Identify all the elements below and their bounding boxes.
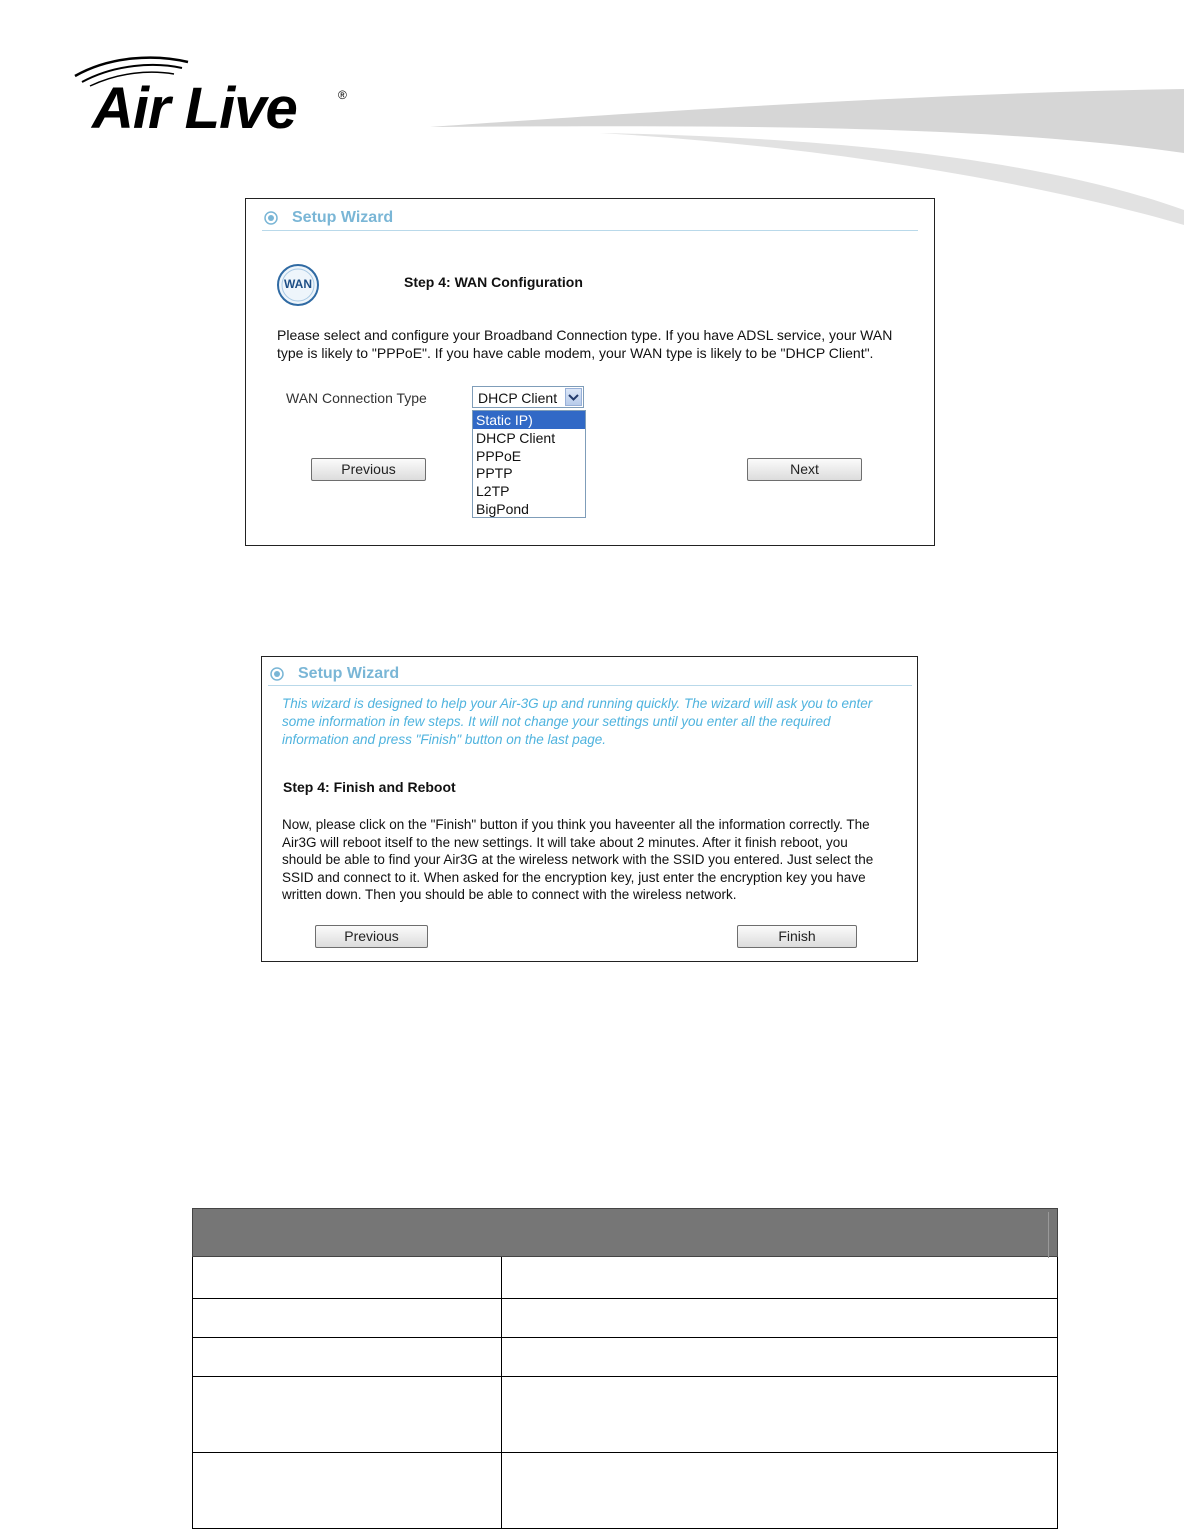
- target-icon: [264, 211, 278, 225]
- panel-title: [264, 209, 393, 227]
- previous-button[interactable]: Previous: [311, 458, 426, 481]
- body-line-5: written down. Then you should be able to connect with the wireless network.: [282, 887, 737, 902]
- wan-icon-label: WAN: [284, 277, 312, 291]
- description-line-2: type is likely to "PPPoE". If you have cable modem, your WAN type is likely to be "DHCP Client".: [277, 345, 874, 361]
- table-row: [192, 1299, 1058, 1338]
- option-dhcp-client[interactable]: DHCP Client: [476, 429, 556, 446]
- body-line-1: Now, please click on the "Finish" button if you think you haveenter all the information correctly. The: [282, 817, 870, 832]
- airlive-logo: [70, 52, 370, 142]
- step-title: Step 4: Finish and Reboot: [283, 779, 456, 795]
- option-pptp[interactable]: PPTP: [476, 465, 513, 482]
- panel-title-text: Setup Wizard: [292, 209, 394, 226]
- chevron-down-icon[interactable]: [565, 388, 582, 406]
- target-icon: [270, 667, 284, 681]
- body-line-4: SSID and connect to it. When asked for the encryption key, just enter the encryption key you have: [282, 870, 866, 885]
- table-row: [192, 1257, 1058, 1299]
- title-divider: [262, 230, 918, 231]
- body-line-2: Air3G will reboot itself to the new settings. It will take about 2 minutes. After it finish reboot, you: [282, 835, 848, 850]
- panel-title-text: Setup Wizard: [298, 665, 400, 682]
- body-line-3: should be able to find your Air3G at the wireless network with the SSID you entered. Just select the: [282, 852, 874, 867]
- select-value: DHCP Client: [478, 390, 558, 406]
- logo-registered-mark: ®: [338, 88, 347, 102]
- panel-title: [270, 665, 399, 683]
- finish-button[interactable]: Finish: [737, 925, 857, 948]
- option-bigpond[interactable]: BigPond: [476, 500, 529, 517]
- intro-line-1: This wizard is designed to help your Air-3G up and running quickly. The wizard will ask you to enter: [282, 696, 873, 711]
- description-line-1: Please select and configure your Broadband Connection type. If you have ADSL service, your WAN: [277, 327, 893, 343]
- previous-button[interactable]: Previous: [315, 925, 428, 948]
- table-header: [192, 1208, 1058, 1257]
- table-row: [192, 1453, 1058, 1529]
- wan-connection-type-label: WAN Connection Type: [286, 390, 427, 406]
- intro-line-3: information and press "Finish" button on the last page.: [282, 732, 607, 747]
- option-pppoe[interactable]: PPPoE: [476, 447, 522, 464]
- title-divider: [268, 685, 912, 686]
- intro-line-2: some information in few steps. It will not change your settings until you enter all the required: [282, 714, 831, 729]
- logo-text: Air Live: [92, 76, 297, 141]
- table-row: [192, 1338, 1058, 1377]
- step-title: Step 4: WAN Configuration: [404, 274, 583, 290]
- wan-setup-panel: [245, 198, 935, 546]
- option-static-ip[interactable]: Static IP): [473, 411, 585, 429]
- table-row: [192, 1377, 1058, 1453]
- wan-connection-type-dropdown: [472, 410, 586, 518]
- settings-table: [192, 1208, 1058, 1529]
- wan-connection-type-select[interactable]: [472, 386, 584, 408]
- finish-setup-panel: [261, 656, 918, 962]
- table-header-edge: [1048, 1212, 1049, 1258]
- wan-icon: [276, 263, 320, 307]
- option-l2tp[interactable]: L2TP: [476, 483, 510, 500]
- next-button[interactable]: Next: [747, 458, 862, 481]
